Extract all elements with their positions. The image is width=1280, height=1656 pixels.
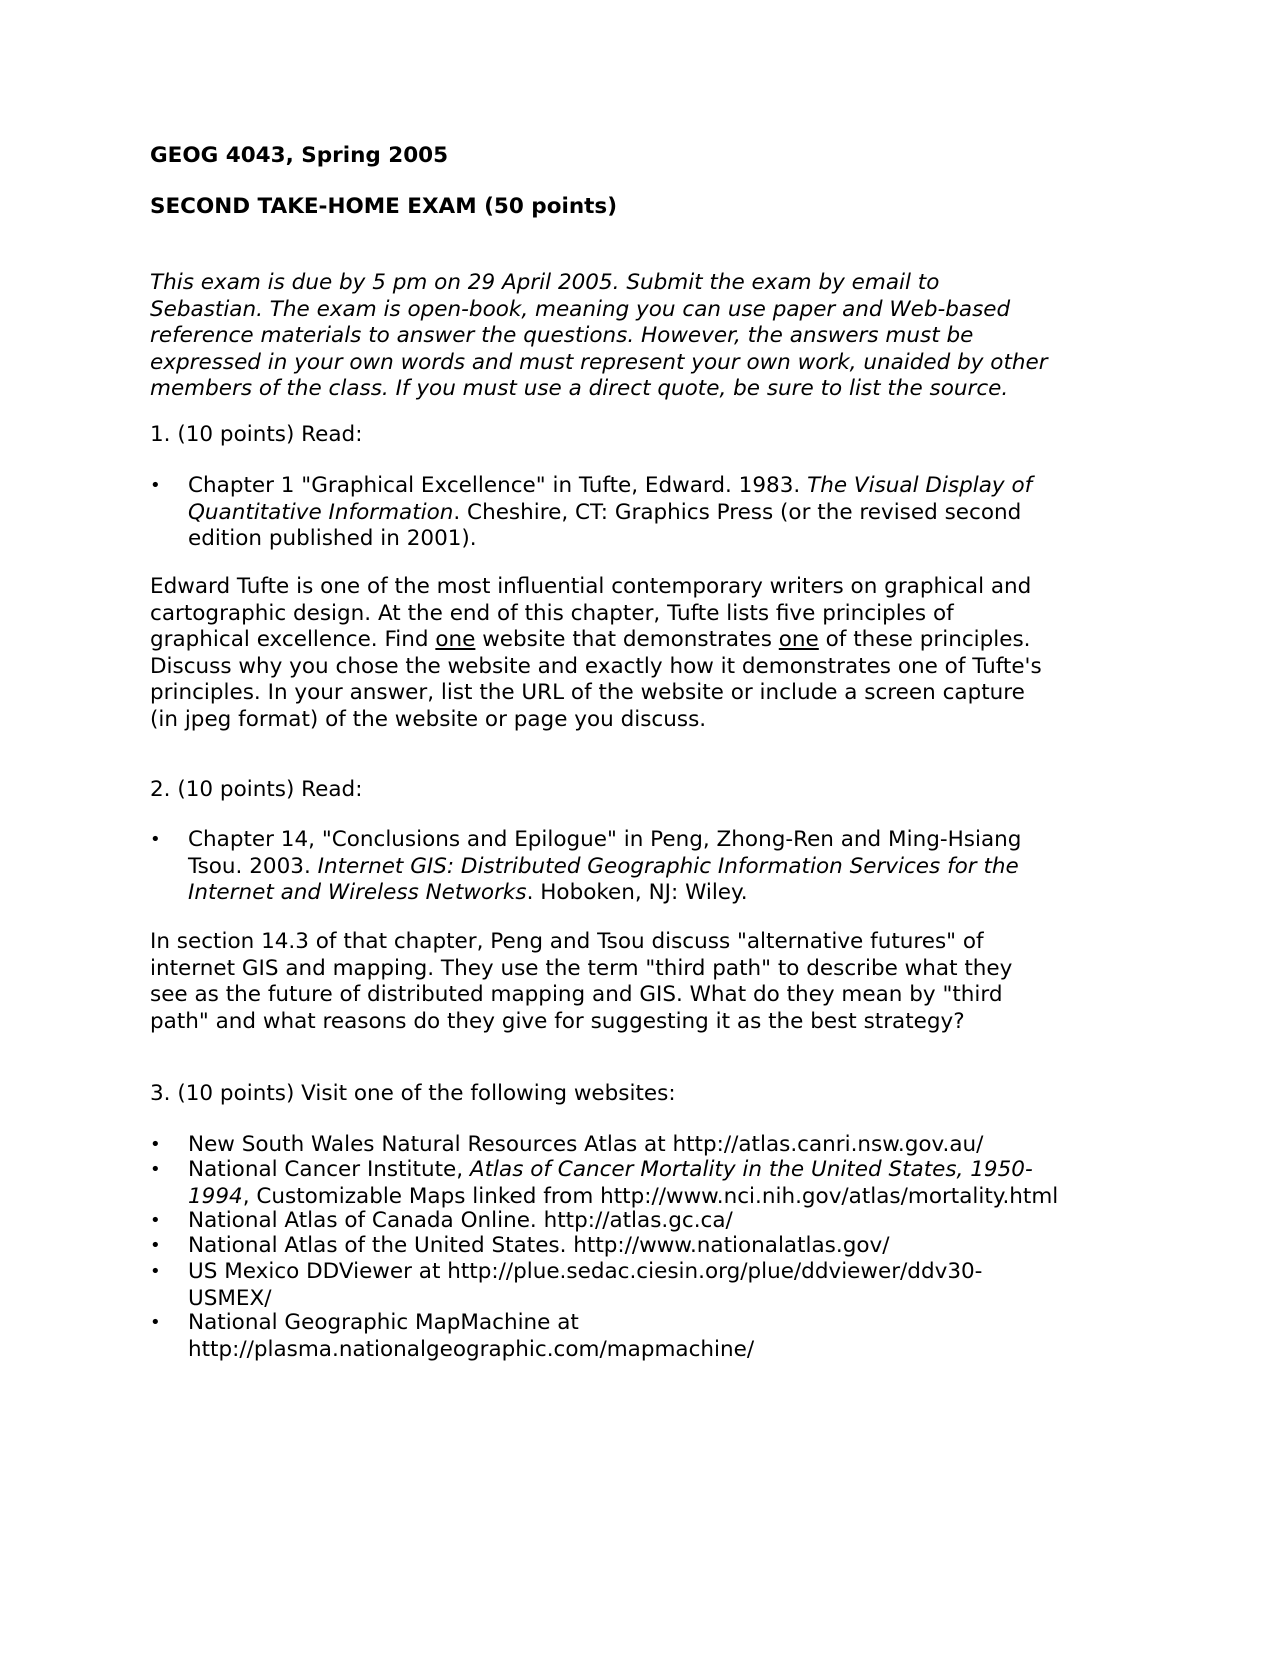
body-text: website that demonstrates	[475, 627, 779, 652]
bullet-icon: •	[150, 1312, 161, 1333]
body-line: cartographic design. At the end of this chapter, Tufte lists five principles of	[150, 600, 954, 626]
instructions-line: members of the class. If you must use a direct quote, be sure to list the source.	[150, 376, 1009, 401]
course-title: GEOG 4043, Spring 2005	[150, 143, 449, 168]
reading-citation: Chapter 1 "Graphical Excellence" in Tufte, Edward. 1983.	[188, 473, 808, 498]
instructions-line: expressed in your own words and must represent your own work, unaided by other	[150, 349, 1048, 375]
website-text: National Atlas of Canada Online. http://atlas.gc.ca/	[188, 1208, 733, 1233]
website-text: New South Wales Natural Resources Atlas at http://atlas.canri.nsw.gov.au/	[188, 1132, 984, 1157]
body-line: In section 14.3 of that chapter, Peng and Tsou discuss "alternative futures" of	[150, 929, 984, 954]
emphasis-one: one	[778, 627, 819, 652]
website-text: National Cancer Institute,	[188, 1157, 470, 1182]
bullet-icon: •	[150, 829, 161, 850]
body-line: see as the future of distributed mapping and GIS. What do they mean by "third	[150, 982, 1003, 1007]
body-text: of these principles.	[818, 627, 1031, 652]
reading-citation: Chapter 14, "Conclusions and Epilogue" in Peng, Zhong-Ren and Ming-Hsiang	[188, 827, 1022, 852]
website-text: , Customizable Maps linked from http://www.nci.nih.gov/atlas/mortality.html	[242, 1183, 1059, 1209]
instructions-line: This exam is due by 5 pm on 29 April 2005. Submit the exam by email to	[150, 270, 940, 295]
question-2-body	[150, 929, 1150, 1035]
bullet-icon: •	[150, 1159, 161, 1180]
website-text: http://plasma.nationalgeographic.com/mapmachine/	[188, 1336, 755, 1362]
website-text: USMEX/	[188, 1285, 272, 1311]
question-3-heading: 3. (10 points) Visit one of the following websites:	[150, 1081, 676, 1106]
reading-book-title: Internet and Wireless Networks	[188, 880, 527, 905]
reading-book-title: The Visual Display of	[807, 473, 1033, 498]
body-line: (in jpeg format) of the website or page you discuss.	[150, 706, 707, 732]
reading-book-title: Internet GIS: Distributed Geographic Information Services for the	[317, 853, 1019, 879]
body-line: path" and what reasons do they give for suggesting it as the best strategy?	[150, 1008, 965, 1034]
bullet-icon: •	[150, 1134, 161, 1155]
exam-title: SECOND TAKE-HOME EXAM (50 points)	[150, 194, 618, 219]
body-line: internet GIS and mapping. They use the term "third path" to describe what they	[150, 955, 1013, 981]
reading-citation: edition published in 2001).	[188, 526, 477, 551]
instructions-line: Sebastian. The exam is open-book, meaning you can use paper and Web-based	[150, 296, 1011, 322]
bullet-icon: •	[150, 475, 161, 496]
reading-citation: . Hoboken, NJ: Wiley.	[526, 880, 748, 905]
website-text: National Geographic MapMachine at	[188, 1310, 579, 1335]
atlas-title: 1994	[188, 1183, 243, 1209]
website-text: US Mexico DDViewer at http://plue.sedac.ciesin.org/plue/ddviewer/ddv30-	[188, 1259, 983, 1284]
instructions-line: reference materials to answer the questions. However, the answers must be	[150, 323, 974, 348]
bullet-icon: •	[150, 1261, 161, 1282]
bullet-icon: •	[150, 1235, 161, 1256]
atlas-title: Atlas of Cancer Mortality in the United States, 1950-	[469, 1157, 1033, 1182]
reading-book-title: Quantitative Information	[188, 499, 454, 525]
question-1-body	[150, 574, 1150, 733]
exam-instructions	[150, 270, 1150, 403]
body-line: principles. In your answer, list the URL of the website or include a screen capture	[150, 680, 1025, 705]
body-line: Discuss why you chose the website and exactly how it demonstrates one of Tufte's	[150, 653, 1042, 679]
emphasis-one: one	[435, 627, 476, 652]
question-1-heading: 1. (10 points) Read:	[150, 422, 363, 447]
body-text: graphical excellence. Find	[150, 627, 436, 652]
website-text: National Atlas of the United States. http://www.nationalatlas.gov/	[188, 1233, 890, 1258]
bullet-icon: •	[150, 1210, 161, 1231]
reading-citation: Tsou. 2003.	[188, 853, 318, 879]
reading-citation: . Cheshire, CT: Graphics Press (or the revised second	[453, 499, 1022, 525]
question-2-heading: 2. (10 points) Read:	[150, 777, 363, 802]
body-line: Edward Tufte is one of the most influential contemporary writers on graphical and	[150, 574, 1032, 599]
